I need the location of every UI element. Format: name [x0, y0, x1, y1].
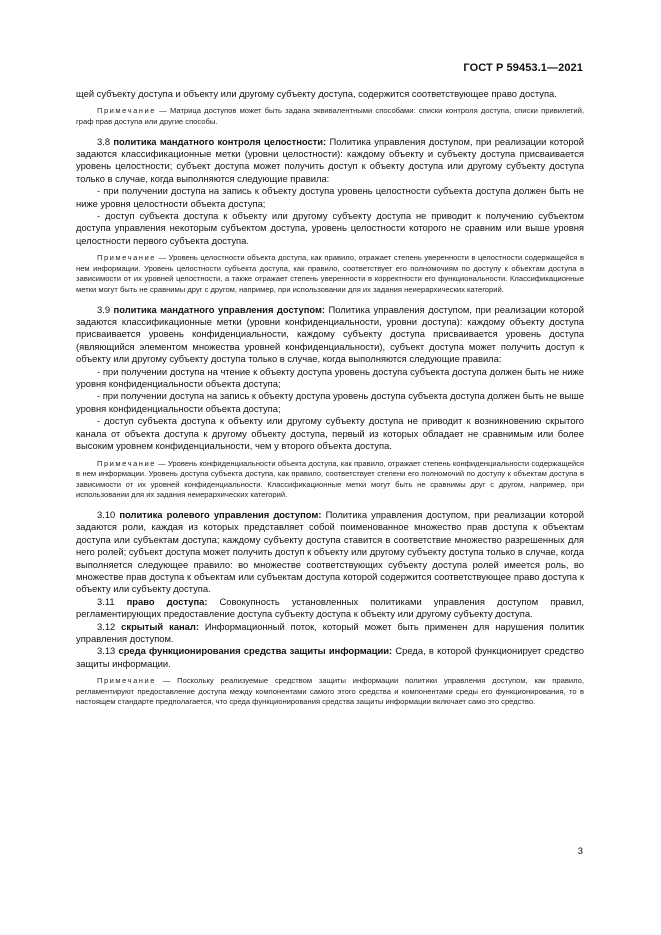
note-confidentiality-level: Примечание — Уровень конфиденциальности объекта доступа, как правило, отражает степень конфиденциальности содержащейся в нем информации. Уровень доступа субъекта доступа, как правило, соответствует степени его полномочий по доступу к объектам доступа в зависимости от их уровней конфиденциальности. Классификационные метки могут быть не сравнимы друг с другом, например, при использовании для их задания неиерархических категорий.: [76, 458, 584, 500]
term: политика ролевого управления доступом:: [119, 508, 322, 520]
term: среда функционирования средства защиты информации:: [118, 645, 393, 657]
clause-number: 3.8: [97, 135, 111, 147]
clause-number: 3.12: [97, 620, 116, 632]
rule-item: - при получении доступа на чтение к объекту доступа уровень доступа субъекта доступа должен быть не ниже уровня конфиденциальности объекта доступа;: [76, 365, 584, 390]
term: политика мандатного контроля целостности:: [113, 135, 327, 147]
note-label: Примечание: [97, 676, 156, 686]
paragraph-continuation: щей субъекту доступа и объекту или другому субъекту доступа, содержится соответствующее право доступа.: [76, 88, 557, 99]
note-integrity-level: Примечание — Уровень целостности объекта доступа, как правило, отражает степень уверенности в целостности содержащейся в нем информации. Уровень целостности субъекта доступа, как правило, соответствует его полномочиям по доступу к объектам доступа в зависимости от их уровней целостности, а также отражает степень уверенности в корректности его функциональности. Классификационные метки могут быть не сравнимы друг с другом, например, при использовании для их задания неиерархических категорий.: [76, 253, 584, 295]
note-label: Примечание: [97, 253, 156, 263]
definition-3-12: 3.12 скрытый канал: Информационный поток, который может быть применен для нарушения политик управления доступом.: [76, 620, 584, 644]
term: политика мандатного управления доступом:: [113, 303, 326, 315]
note-label: Примечание: [97, 106, 156, 116]
note-label: Примечание: [97, 458, 156, 468]
definition-3-10: 3.10 политика ролевого управления доступом: Политика управления доступом, при реализации которой задаются роли, каждая из которых представляет собой поименованное множество прав доступа к объектам доступа или субъектам доступа; каждому субъекту доступа ставится в соответствие множество разрешенных для него ролей; субъект доступа может получить доступ к объекту или другому субъекту доступа только в случае, когда выполняется следующее правило: во множестве соответствующих субъекту доступа ролей имеется роль, во множестве прав доступа к объектам или субъектам доступа которой содержится соответствующее право доступа к объекту или субъекту доступа.: [76, 508, 585, 595]
rule-item: - при получении доступа на запись к объекту доступа уровень доступа субъекта доступа должен быть не выше уровня конфиденциальности объекта доступа;: [76, 390, 584, 414]
clause-number: 3.10: [97, 508, 116, 520]
document-id: ГОСТ Р 59453.1—2021: [463, 62, 583, 74]
note-access-matrix: Примечание — Матрица доступов может быть задана эквивалентными способами: списки контроля доступа, списки привилегий, граф прав доступа или другие способы.: [76, 106, 584, 126]
definition-3-13: 3.13 среда функционирования средства защиты информации: Среда, в которой функционирует средство защиты информации.: [76, 645, 585, 669]
definition-3-11: 3.11 право доступа: Совокупность установленных политиками управления доступом правил, регламентирующих предоставление доступа субъекту доступа к объекту или другому субъекту доступа.: [76, 595, 584, 620]
clause-number: 3.13: [97, 645, 116, 657]
clause-number: 3.11: [97, 595, 115, 607]
rule-item: - при получении доступа на запись к объекту доступа уровень целостности субъекта доступа должен быть не ниже уровня целостности объекта доступа;: [76, 185, 584, 209]
document-body: [76, 88, 584, 708]
term: скрытый канал:: [121, 620, 199, 632]
clause-number: 3.9: [97, 303, 111, 315]
note-operating-environment: Примечание — Поскольку реализуемые средством защиты информации политики управления доступом, как правило, регламентируют предоставление доступа между компонентами самого этого средства и компонентами среды его функционирования, то в настоящем стандарте предполагается, что среда функционирования средства защиты информации включает само это средство.: [76, 676, 584, 707]
definition-3-9: 3.9 политика мандатного управления доступом: Политика управления доступом, при реализации которой задаются классификационные метки (уровни конфиденциальности, уровни доступа): каждому объекту доступа присваивается уровень конфиденциальности, каждому субъекту доступа присваивается уровень доступа (являющийся элементом множества уровней конфиденциальности), субъект доступа может получить доступ к объекту или другому субъекту доступа только в случае, когда выполняются следующие правила:: [76, 303, 584, 365]
page-number: 3: [577, 846, 583, 857]
definition-3-8: 3.8 политика мандатного контроля целостности: Политика управления доступом, при реализации которой задаются классификационные метки (уровни целостности): каждому объекту и субъекту доступа присваивается уровень целостности; субъект доступа может получить доступ к объекту доступа или другому субъекту доступа только в случае, когда выполняются следующие правила:: [76, 135, 585, 184]
term: право доступа:: [126, 595, 208, 607]
rule-item: - доступ субъекта доступа к объекту или другому субъекту доступа не приводит к получению субъектом доступа управления некоторым субъектом доступа, уровень целостности которого не сравним или выше уровня целостности первого субъекта доступа.: [76, 210, 584, 246]
rule-item: - доступ субъекта доступа к объекту или другому субъекту доступа не приводит к возникновению скрытого канала от объекта доступа к другому объекту доступа, первый из которых обладает не сравнимым или более высоким уровнем конфиденциальности, чем у второго объекта доступа.: [76, 415, 584, 452]
